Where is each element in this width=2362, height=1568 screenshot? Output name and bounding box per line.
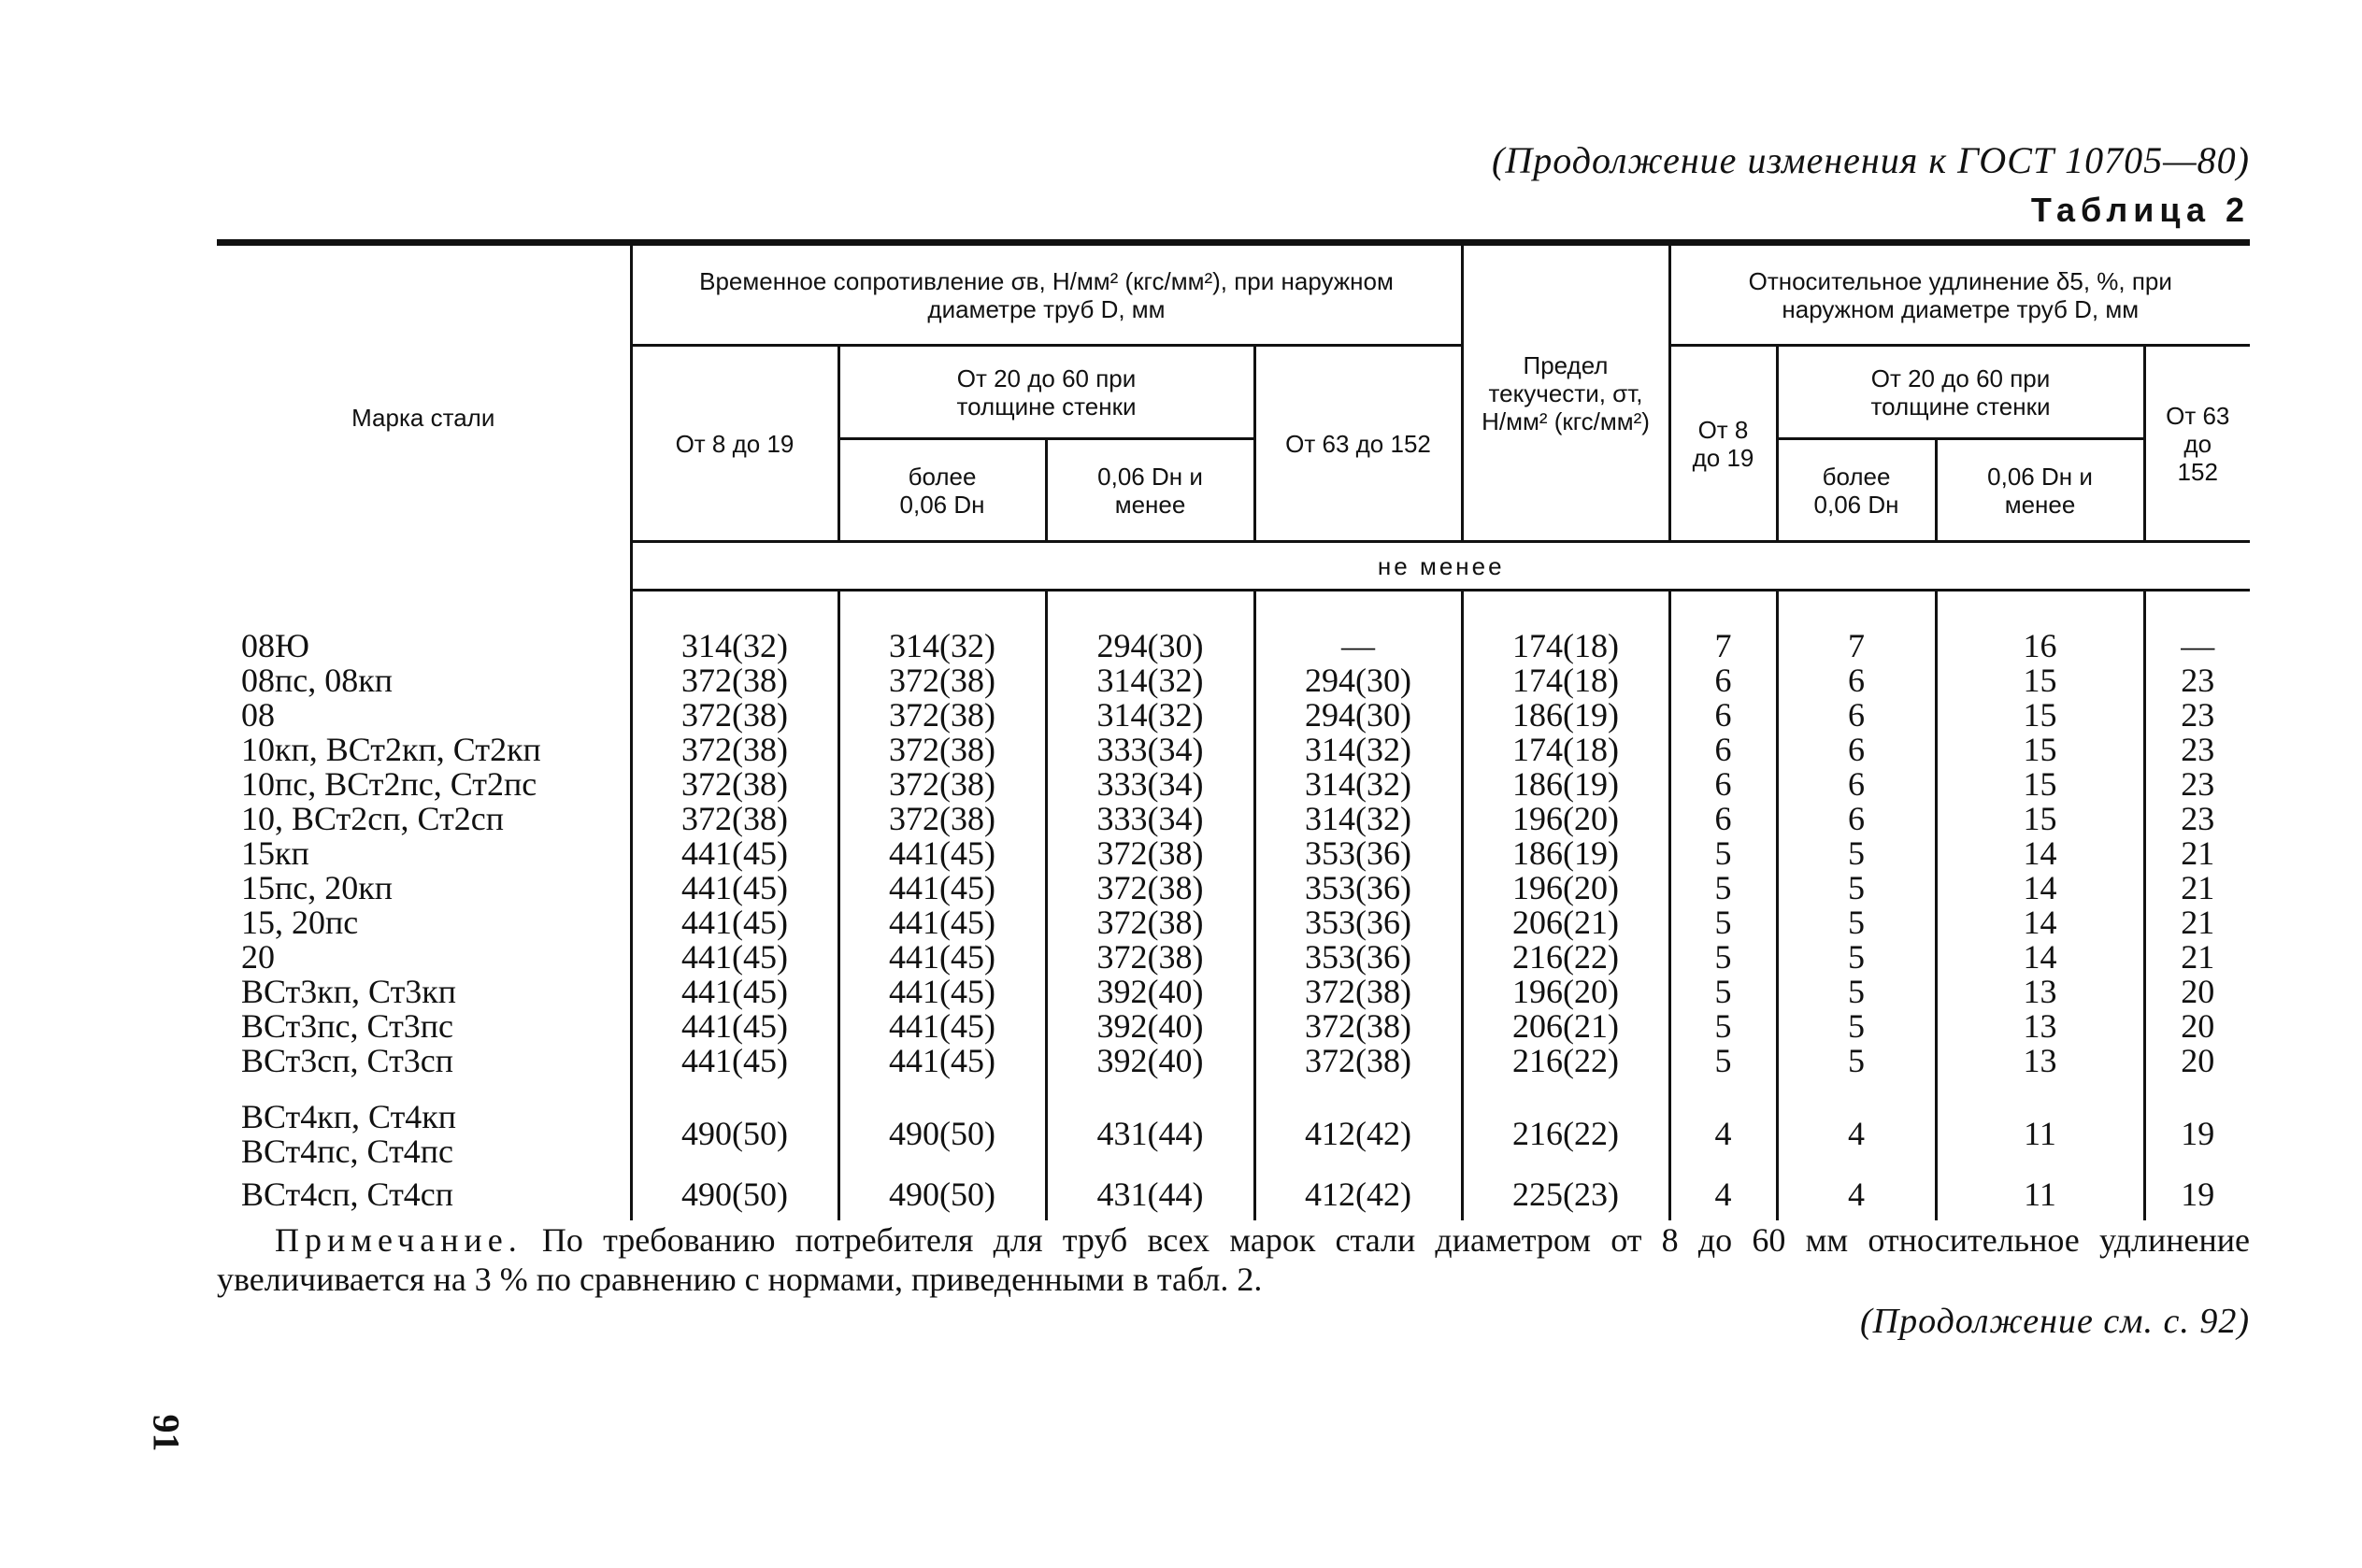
- value-cell: 16 15 15 15 15 15 14 14 14 14 13 13 13: [1936, 591, 2144, 1100]
- table-title-text: Таблица 2: [2030, 191, 2250, 229]
- grade-cell: ВСт4сп, Ст4сп: [241, 1175, 454, 1213]
- value-cell: — 23 23 23 23 23 21 21 21 21 20 20 20: [2144, 591, 2250, 1100]
- value-cell: 216(22): [1462, 1100, 1669, 1169]
- header-elong-8-19: От 8 до 19: [1669, 346, 1777, 542]
- header-tensile-more: более 0,06 Dн: [838, 439, 1046, 542]
- header-yield: Предел текучести, σт, Н/мм² (кгс/мм²): [1462, 243, 1669, 542]
- table-row: [217, 591, 2250, 1100]
- grade-cell: 08Ю 08пс, 08кп 08 10кп, ВСт2кп, Ст2кп 10пс, ВСт2пс, Ст2пс 10, ВСт2сп, Ст2сп 15кп 15пс, 20кп 15, 20пс 20 ВСт3кп, Ст3кп ВСт3пс, Ст3пс ВСт3сп, Ст3сп: [241, 626, 541, 1079]
- value-cell: 7 6 6 6 6 6 5 5 5 5 5 5 5: [1669, 591, 1777, 1100]
- table-note: [217, 1220, 2250, 1299]
- header-grade: Марка стали: [217, 243, 631, 591]
- value-cell: 412(42): [1254, 1100, 1462, 1169]
- steel-properties-table: [217, 239, 2250, 1220]
- value-cell: 490(50): [631, 1169, 838, 1220]
- value-cell: 431(44): [1046, 1100, 1254, 1169]
- value-cell: 4: [1669, 1169, 1777, 1220]
- value-cell: 174(18) 174(18) 186(19) 174(18) 186(19) 196(20) 186(19) 196(20) 206(21) 216(22) 196(20) 206(21) 216(22): [1462, 591, 1669, 1100]
- table-row: [217, 1100, 2250, 1169]
- note-label: Примечание.: [275, 1221, 523, 1259]
- header-tensile-less: 0,06 Dн и менее: [1046, 439, 1254, 542]
- table-title: [2031, 191, 2250, 230]
- continued-footer: (Продолжение см. с. 92): [1859, 1302, 2250, 1341]
- header-tensile: Временное сопротивление σв, Н/мм² (кгс/мм²), при наружном диаметре труб D, мм: [631, 243, 1462, 346]
- table-row: [217, 1169, 2250, 1220]
- header-elong-63-152: От 63 до 152: [2144, 346, 2250, 542]
- value-cell: 412(42): [1254, 1169, 1462, 1220]
- value-cell: 314(32) 372(38) 372(38) 372(38) 372(38) 372(38) 441(45) 441(45) 441(45) 441(45) 441(45) 441(45) 441(45): [838, 591, 1046, 1100]
- value-cell: 7 6 6 6 6 6 5 5 5 5 5 5 5: [1777, 591, 1936, 1100]
- value-cell: 490(50): [631, 1100, 838, 1169]
- value-cell: 294(30) 314(32) 314(32) 333(34) 333(34) 333(34) 372(38) 372(38) 372(38) 372(38) 392(40) 392(40) 392(40): [1046, 591, 1254, 1100]
- page-number: 91: [145, 1414, 188, 1452]
- value-cell: 19: [2144, 1169, 2250, 1220]
- value-cell: 19: [2144, 1100, 2250, 1169]
- header-elongation: Относительное удлинение δ5, %, при наружном диаметре труб D, мм: [1669, 243, 2250, 346]
- header-tensile-20-60: От 20 до 60 при толщине стенки: [838, 346, 1254, 439]
- header-elong-20-60: От 20 до 60 при толщине стенки: [1777, 346, 2144, 439]
- value-cell: 4: [1777, 1169, 1936, 1220]
- header-elong-more: более 0,06 Dн: [1777, 439, 1936, 542]
- value-cell: 490(50): [838, 1100, 1046, 1169]
- header-elong-less: 0,06 Dн и менее: [1936, 439, 2144, 542]
- value-cell: — 294(30) 294(30) 314(32) 314(32) 314(32) 353(36) 353(36) 353(36) 353(36) 372(38) 372(38) 372(38): [1254, 591, 1462, 1100]
- value-cell: 314(32) 372(38) 372(38) 372(38) 372(38) 372(38) 441(45) 441(45) 441(45) 441(45) 441(45) 441(45) 441(45): [631, 591, 838, 1100]
- header-not-less: не менее: [631, 542, 2250, 591]
- value-cell: 225(23): [1462, 1169, 1669, 1220]
- value-cell: 490(50): [838, 1169, 1046, 1220]
- value-cell: 11: [1936, 1100, 2144, 1169]
- value-cell: 4: [1777, 1100, 1936, 1169]
- value-cell: 4: [1669, 1100, 1777, 1169]
- header-tensile-63-152: От 63 до 152: [1254, 346, 1462, 542]
- header-tensile-8-19: От 8 до 19: [631, 346, 838, 542]
- value-cell: 431(44): [1046, 1169, 1254, 1220]
- continuation-header: (Продолжение изменения к ГОСТ 10705—80): [1492, 139, 2250, 181]
- grade-cell: ВСт4кп, Ст4кп ВСт4пс, Ст4пс: [241, 1097, 457, 1170]
- value-cell: 11: [1936, 1169, 2144, 1220]
- note-text: По требованию потребителя для труб всех марок стали диаметром от 8 до 60 мм относительное удлинение увеличивается на 3 % по сравнению с нормами, приведенными в табл. 2.: [217, 1221, 2250, 1298]
